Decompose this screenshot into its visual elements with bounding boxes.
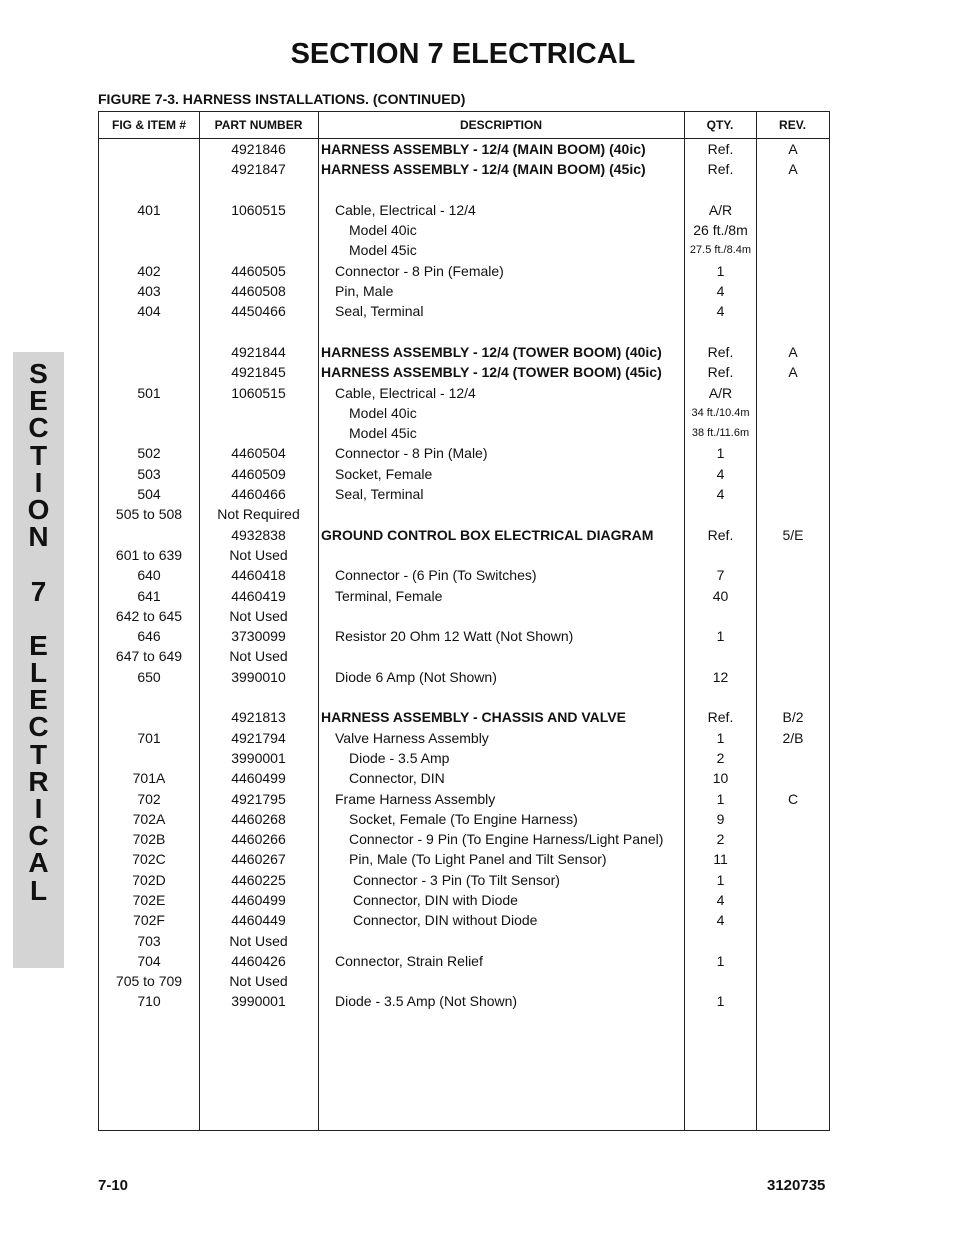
cell-rev: A [788, 343, 798, 360]
cell-description: Diode 6 Amp (Not Shown) [335, 668, 497, 685]
cell-part-number: 3990001 [231, 749, 286, 766]
table-row [99, 525, 829, 545]
table-row [99, 870, 829, 890]
cell-description: Pin, Male [335, 283, 394, 300]
side-tab-letter: C [28, 412, 49, 444]
table-row [99, 565, 829, 585]
table-row [99, 728, 829, 748]
cell-fig-item: 601 to 639 [115, 546, 183, 563]
cell-part-number: 4460504 [231, 445, 286, 462]
cell-fig-item: 504 [137, 486, 161, 503]
cell-qty: 4 [716, 283, 725, 300]
cell-qty: 38 ft./11.6m [691, 427, 750, 440]
cell-description: Socket, Female (To Engine Harness) [349, 810, 578, 827]
table-row [99, 545, 829, 565]
cell-part-number: 4460505 [231, 262, 286, 279]
table-row [99, 829, 829, 849]
cell-description: Pin, Male (To Light Panel and Tilt Sensor) [349, 851, 607, 868]
table-row [99, 281, 829, 301]
cell-fig-item: 703 [137, 932, 161, 949]
table-row [99, 301, 829, 321]
cell-part-number: Not Used [229, 546, 288, 563]
side-tab-letter [13, 605, 64, 632]
side-tab-letter: A [28, 847, 49, 879]
header-description: DESCRIPTION [459, 118, 542, 132]
cell-description: Cable, Electrical - 12/4 [335, 384, 476, 401]
table-row [99, 484, 829, 504]
cell-rev: 2/B [782, 729, 804, 746]
cell-part-number: Not Used [229, 932, 288, 949]
table-row [99, 646, 829, 666]
side-tab-letter: C [28, 820, 49, 852]
side-tab-letter: T [29, 439, 48, 471]
table-row [99, 687, 829, 707]
cell-qty: 2 [716, 749, 725, 766]
cell-qty: 10 [712, 770, 729, 787]
cell-qty: 2 [716, 831, 725, 848]
cell-part-number: 4460449 [231, 912, 286, 929]
cell-fig-item: 704 [137, 952, 161, 969]
cell-rev: A [788, 141, 798, 157]
table-row [99, 910, 829, 930]
cell-qty: 4 [716, 912, 725, 929]
cell-qty: 26 ft./8m [693, 222, 748, 239]
cell-qty: 1 [716, 445, 725, 462]
cell-description: Resistor 20 Ohm 12 Watt (Not Shown) [335, 628, 574, 645]
table-row [99, 220, 829, 240]
table-row [99, 626, 829, 646]
cell-part-number: 4921795 [231, 790, 286, 807]
side-tab-letter: R [28, 765, 49, 797]
cell-fig-item: 650 [137, 668, 161, 685]
cell-description: Model 40ic [349, 404, 417, 421]
cell-qty: 4 [716, 465, 725, 482]
side-tab-letter: 7 [30, 575, 47, 607]
document-number: 3120735 [767, 1177, 826, 1194]
cell-part-number: Not Used [229, 973, 288, 990]
cell-description: Diode - 3.5 Amp [349, 749, 450, 766]
cell-fig-item: 702 [137, 790, 161, 807]
side-tab-letter: L [29, 657, 48, 689]
cell-description: HARNESS ASSEMBLY - 12/4 (MAIN BOOM) (45ic) [321, 161, 646, 178]
cell-fig-item: 402 [137, 262, 161, 279]
cell-fig-item: 702E [132, 891, 166, 908]
header-qty: QTY. [706, 118, 734, 132]
cell-qty: Ref. [707, 161, 734, 178]
cell-part-number: 4460426 [231, 952, 286, 969]
cell-qty: A/R [708, 201, 733, 218]
cell-qty: 4 [716, 486, 725, 503]
cell-part-number: Not Used [229, 648, 288, 665]
cell-description: Connector, DIN with Diode [353, 891, 518, 908]
cell-fig-item: 403 [137, 283, 161, 300]
cell-part-number: 4932838 [231, 526, 286, 543]
cell-fig-item: 710 [137, 993, 161, 1010]
cell-description: GROUND CONTROL BOX ELECTRICAL DIAGRAM [321, 526, 654, 543]
cell-rev: A [788, 364, 798, 381]
cell-part-number: 4921847 [231, 161, 286, 178]
cell-fig-item: 502 [137, 445, 161, 462]
cell-part-number: 4460419 [231, 587, 286, 604]
section-side-tab [13, 352, 64, 968]
figure-caption: FIGURE 7-3. HARNESS INSTALLATIONS. (CONTINUED) [98, 91, 466, 107]
table-row [99, 809, 829, 829]
table-row [99, 667, 829, 687]
cell-description: HARNESS ASSEMBLY - 12/4 (TOWER BOOM) (45ic) [321, 364, 662, 381]
cell-qty: Ref. [707, 141, 734, 157]
table-row [99, 383, 829, 403]
cell-part-number: 4921845 [231, 364, 286, 381]
side-tab-letter: T [29, 738, 48, 770]
cell-rev: C [787, 790, 799, 807]
header-part-number: PART NUMBER [214, 118, 303, 132]
page-title: SECTION 7 ELECTRICAL [290, 38, 636, 70]
cell-qty: Ref. [707, 709, 734, 726]
cell-part-number: 3990001 [231, 993, 286, 1010]
table-row [99, 423, 829, 443]
side-tab-letter: E [29, 684, 48, 716]
cell-description: Seal, Terminal [335, 303, 424, 320]
cell-part-number: 4921844 [231, 343, 286, 360]
table-header [99, 112, 829, 139]
cell-description: Connector - 8 Pin (Male) [335, 445, 488, 462]
cell-fig-item: 702C [132, 851, 166, 868]
table-row [99, 768, 829, 788]
table-row [99, 261, 829, 281]
cell-part-number: 4460499 [231, 891, 286, 908]
side-tab-letter: I [34, 793, 43, 824]
side-tab-letter: E [29, 385, 48, 417]
cell-qty: 1 [716, 262, 725, 279]
cell-part-number: 4921813 [231, 709, 286, 726]
cell-qty: 12 [712, 668, 729, 685]
cell-qty: Ref. [707, 343, 734, 360]
table-body [99, 139, 829, 1012]
cell-qty: 4 [716, 891, 725, 908]
cell-qty: 40 [712, 587, 729, 604]
side-tab-letter: I [34, 466, 43, 498]
cell-description: Seal, Terminal [335, 486, 424, 503]
cell-qty: 1 [716, 952, 725, 969]
cell-fig-item: 505 to 508 [115, 506, 183, 523]
cell-fig-item: 702F [133, 912, 165, 929]
table-row [99, 443, 829, 463]
table-row [99, 322, 829, 342]
cell-part-number: 4460268 [231, 810, 286, 827]
table-row [99, 707, 829, 727]
cell-qty: 7 [716, 567, 725, 584]
table-row [99, 789, 829, 809]
cell-description: Connector - 3 Pin (To Tilt Sensor) [353, 871, 560, 888]
cell-qty: 1 [716, 729, 725, 746]
cell-qty: 1 [716, 871, 725, 888]
table-row [99, 403, 829, 423]
cell-qty: 27.5 ft./8.4m [689, 244, 752, 257]
header-fig-item: FIG & ITEM # [111, 118, 186, 132]
cell-qty: 1 [716, 993, 725, 1010]
table-row [99, 971, 829, 991]
cell-part-number: 4460466 [231, 486, 286, 503]
table-row [99, 159, 829, 179]
table-row [99, 504, 829, 524]
cell-rev: B/2 [782, 709, 804, 726]
cell-fig-item: 701A [132, 770, 166, 787]
parts-table [98, 111, 830, 1131]
table-row [99, 586, 829, 606]
cell-fig-item: 646 [137, 628, 161, 645]
side-tab-letter: C [28, 711, 49, 743]
cell-fig-item: 702A [132, 810, 166, 827]
cell-description: Valve Harness Assembly [335, 729, 489, 746]
cell-part-number: Not Required [217, 506, 300, 523]
side-tab-letter: L [29, 874, 48, 906]
cell-qty: 34 ft./10.4m [691, 406, 750, 419]
side-tab-letter: N [28, 521, 49, 553]
cell-description: Model 45ic [349, 425, 417, 442]
side-tab-letter: O [27, 493, 50, 525]
cell-part-number: 4460509 [231, 465, 286, 482]
table-row [99, 240, 829, 260]
cell-description: Connector, DIN [349, 770, 445, 787]
cell-description: Connector - (6 Pin (To Switches) [335, 567, 537, 584]
table-row [99, 931, 829, 951]
cell-part-number: 4460499 [231, 770, 286, 787]
cell-description: HARNESS ASSEMBLY - 12/4 (TOWER BOOM) (40ic) [321, 343, 662, 360]
table-row [99, 606, 829, 626]
cell-description: Cable, Electrical - 12/4 [335, 201, 476, 218]
cell-description: HARNESS ASSEMBLY - CHASSIS AND VALVE [321, 709, 626, 726]
cell-part-number: 1060515 [231, 384, 286, 401]
cell-description: Frame Harness Assembly [335, 790, 496, 807]
cell-fig-item: 702B [132, 831, 166, 848]
cell-description: Diode - 3.5 Amp (Not Shown) [335, 993, 518, 1010]
cell-description: Connector, Strain Relief [335, 952, 483, 969]
table-row [99, 991, 829, 1011]
cell-fig-item: 647 to 649 [115, 648, 183, 665]
cell-qty: Ref. [707, 526, 734, 543]
side-tab-letter: E [29, 629, 48, 661]
table-row [99, 748, 829, 768]
cell-rev: 5/E [782, 526, 804, 543]
cell-fig-item: 404 [137, 303, 161, 320]
cell-part-number: 4460266 [231, 831, 286, 848]
cell-part-number: Not Used [229, 607, 288, 624]
side-tab-letter [13, 550, 64, 577]
cell-part-number: 4460508 [231, 283, 286, 300]
cell-qty: 4 [716, 303, 725, 320]
table-row [99, 464, 829, 484]
cell-part-number: 4450466 [231, 303, 286, 320]
cell-part-number: 4921794 [231, 729, 286, 746]
table-row [99, 362, 829, 382]
cell-part-number: 4460225 [231, 871, 286, 888]
cell-fig-item: 641 [137, 587, 161, 604]
cell-qty: 1 [716, 628, 725, 645]
table-row [99, 200, 829, 220]
cell-fig-item: 503 [137, 465, 161, 482]
cell-part-number: 3990010 [231, 668, 286, 685]
cell-description: Connector - 9 Pin (To Engine Harness/Light Panel) [349, 831, 664, 848]
cell-description: Model 40ic [349, 222, 417, 239]
side-tab-letter: S [29, 358, 48, 389]
cell-fig-item: 701 [137, 729, 161, 746]
cell-qty: A/R [708, 384, 733, 401]
cell-part-number: 3730099 [231, 628, 286, 645]
cell-qty: 11 [713, 851, 728, 868]
table-row [99, 951, 829, 971]
cell-part-number: 4460418 [231, 567, 286, 584]
cell-fig-item: 640 [137, 567, 161, 584]
cell-part-number: 4460267 [231, 851, 286, 868]
cell-description: Model 45ic [349, 242, 417, 259]
cell-qty: 1 [716, 790, 725, 807]
page-number: 7-10 [98, 1177, 129, 1194]
cell-description: Connector - 8 Pin (Female) [335, 262, 504, 279]
cell-part-number: 4921846 [231, 141, 286, 157]
cell-fig-item: 501 [137, 384, 161, 401]
cell-qty: 9 [716, 810, 725, 827]
cell-description: Socket, Female [335, 465, 433, 482]
cell-fig-item: 702D [132, 871, 166, 888]
cell-rev: A [788, 161, 798, 178]
table-row [99, 342, 829, 362]
cell-qty: Ref. [707, 364, 734, 381]
cell-description: HARNESS ASSEMBLY - 12/4 (MAIN BOOM) (40ic) [321, 141, 646, 157]
header-rev: REV. [779, 118, 806, 132]
table-row [99, 139, 829, 159]
table-row [99, 849, 829, 869]
cell-description: Connector, DIN without Diode [353, 912, 538, 929]
cell-fig-item: 705 to 709 [115, 973, 183, 990]
cell-fig-item: 401 [137, 201, 161, 218]
cell-description: Terminal, Female [335, 587, 443, 604]
table-row [99, 180, 829, 200]
cell-part-number: 1060515 [231, 201, 286, 218]
table-row [99, 890, 829, 910]
cell-fig-item: 642 to 645 [115, 607, 183, 624]
